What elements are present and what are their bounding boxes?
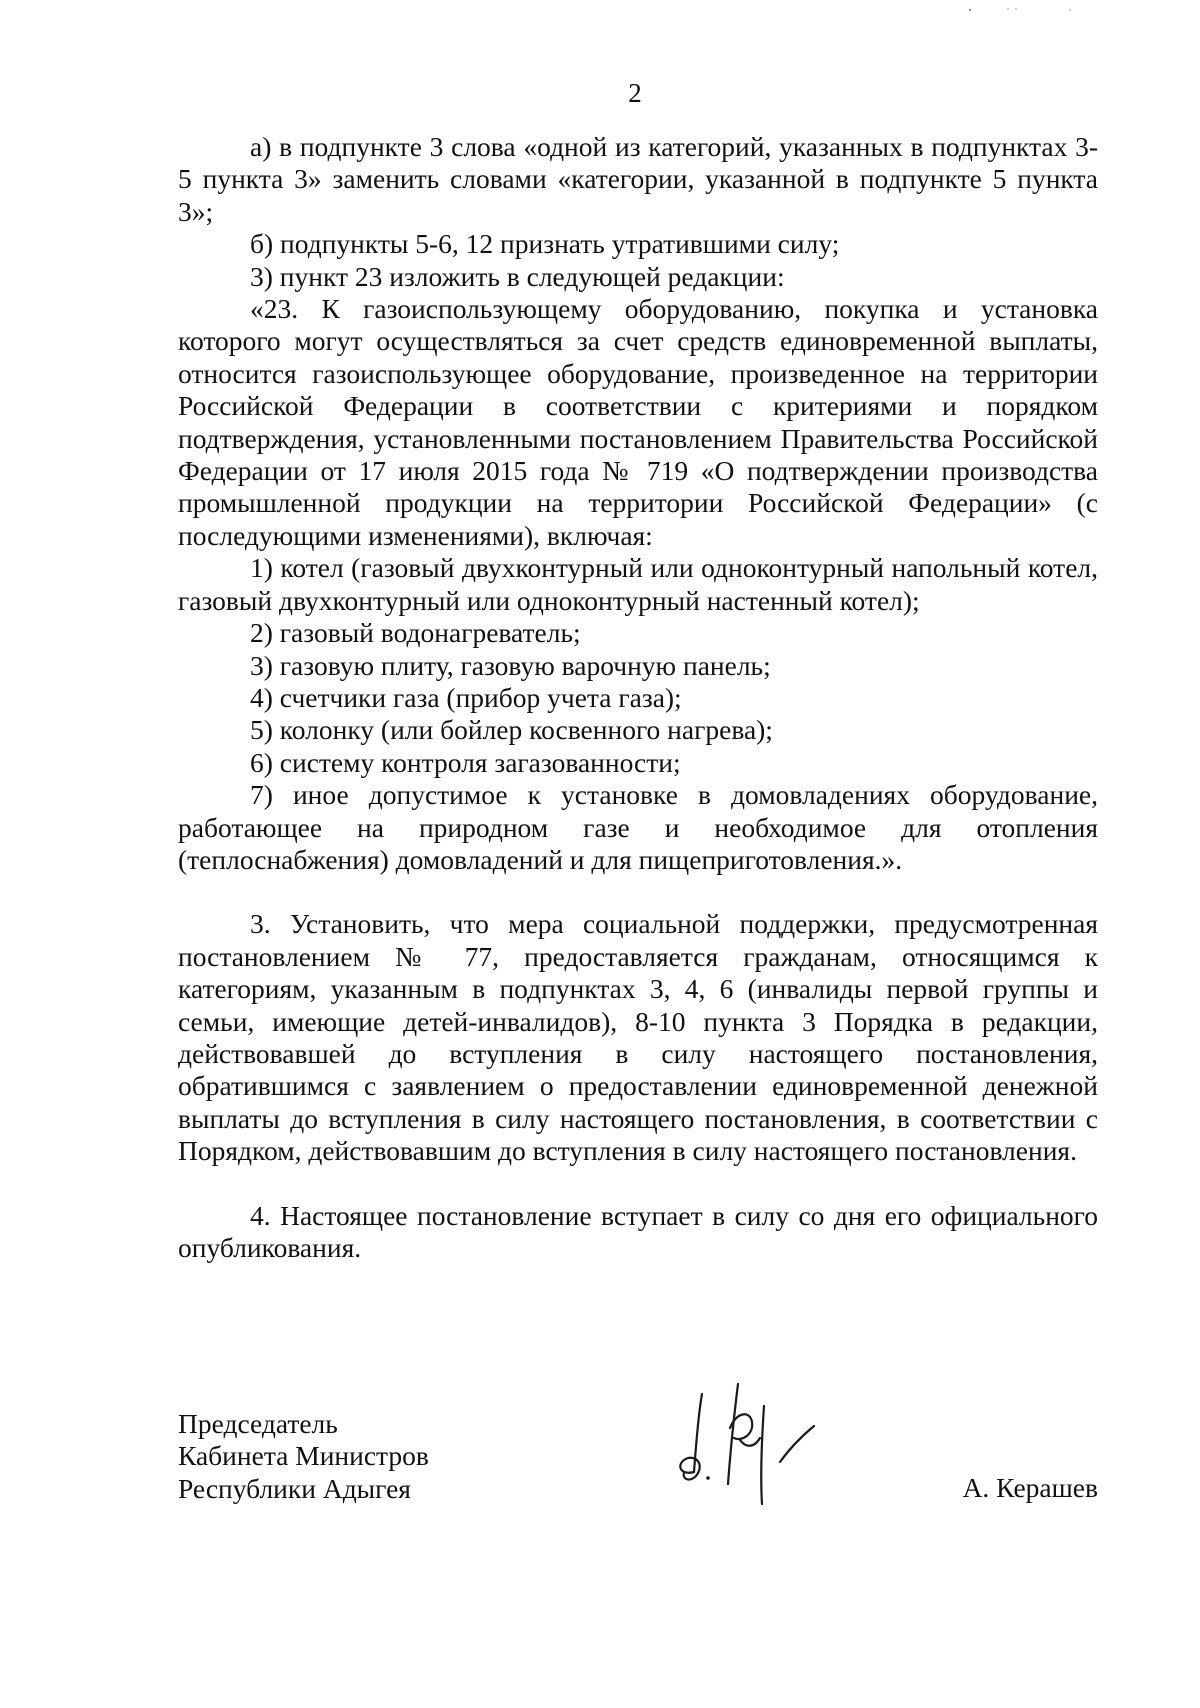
list-item-1: 1) котел (газовый двухконтурный или одноконтурный напольный котел, газовый двухконтурный или одноконтурный настенный котел);: [178, 552, 1098, 616]
handwritten-signature: [668, 1376, 818, 1506]
signer-position-line-2: Кабинета Министров: [178, 1440, 429, 1472]
signature-block: [178, 1408, 1098, 1548]
document-body: [178, 131, 1098, 1264]
list-item-4: 4) счетчики газа (прибор учета газа);: [250, 681, 682, 713]
list-item-7: 7) иное допустимое к установке в домовладениях оборудование, работающее на природном газе и необходимое для отопления (теплоснабжения) домовладений и для пищеприготовления.».: [178, 779, 1098, 875]
list-item-5: 5) колонку (или бойлер косвенного нагрева);: [250, 714, 773, 746]
scan-artifact-marks: [950, 6, 1110, 12]
paragraph-section-4: 4. Настоящее постановление вступает в силу со дня его официального опубликования.: [178, 1199, 1098, 1263]
signer-position: [178, 1408, 429, 1505]
signer-name: А. Керашев: [962, 1472, 1098, 1503]
signer-position-line-1: Председатель: [178, 1408, 338, 1439]
list-item-6: 6) систему контроля загазованности;: [250, 746, 681, 778]
list-item-2: 2) газовый водонагреватель;: [250, 617, 581, 649]
paragraph-point-23: «23. К газоиспользующему оборудованию, покупка и установка которого могут осуществляться за счет средств единовременной выплаты, относится газоиспользующее оборудование, произведенное на территории Российской Федерации в соответствии с критериями и порядком подтверждения, установленными постановлением Правительства Российской Федерации от 17 июля 2015 года № 719 «О подтверждении производства промышленной продукции на территории Российской Федерации» (с последующими изменениями), включая:: [178, 293, 1098, 551]
list-item-3: 3) газовую плиту, газовую варочную панель;: [250, 649, 771, 681]
paragraph-amendment-3: 3) пункт 23 изложить в следующей редакции:: [250, 260, 785, 292]
page-number: 2: [628, 78, 642, 108]
paragraph-amendment-b: б) подпункты 5-6, 12 признать утратившими силу;: [250, 228, 840, 260]
signer-position-line-3: Республики Адыгея: [178, 1472, 411, 1504]
paragraph-amendment-a: а) в подпункте 3 слова «одной из категорий, указанных в подпунктах 3-5 пункта 3» заменить словами «категории, указанной в подпункте 5 пункта 3»;: [178, 131, 1098, 227]
paragraph-section-3: 3. Установить, что мера социальной поддержки, предусмотренная постановлением № 77, предоставляется гражданам, относящимся к категориям, указанным в подпунктах 3, 4, 6 (инвалиды первой группы и семьи, имеющие детей-инвалидов), 8-10 пункта 3 Порядка в редакции, действовавшей до вступления в силу настоящего постановления, обратившимся с заявлением о предоставлении единовременной денежной выплаты до вступления в силу настоящего постановления, в соответствии с Порядком, действовавшим до вступления в силу настоящего постановления.: [178, 908, 1098, 1167]
